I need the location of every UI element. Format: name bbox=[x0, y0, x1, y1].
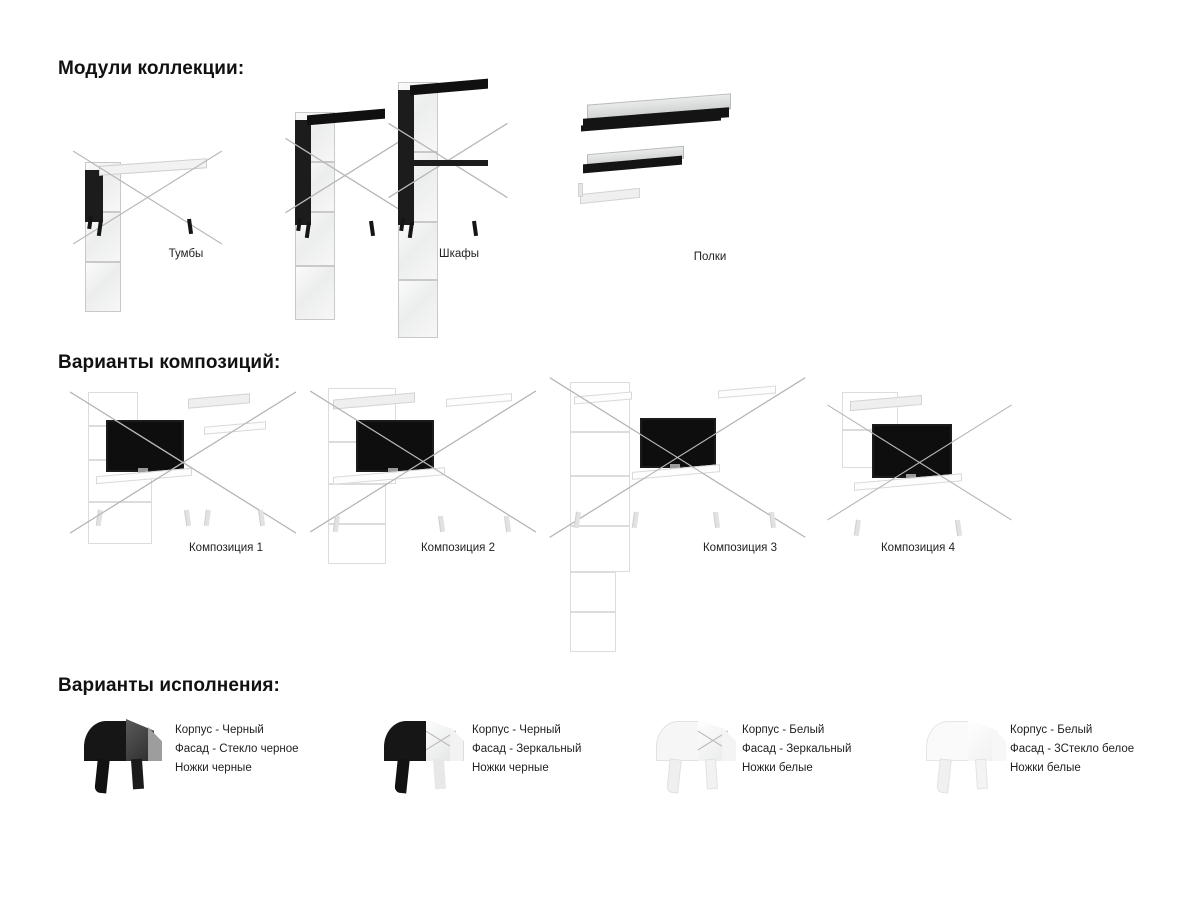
swatch-facade-edge bbox=[722, 727, 736, 761]
finish-facade-1: Фасад - Стекло черное bbox=[175, 743, 299, 755]
swatch-facade-edge bbox=[450, 727, 464, 761]
shelf-small-side bbox=[578, 183, 583, 197]
swatch-facade-edge bbox=[992, 727, 1006, 761]
lowboy-door-left bbox=[570, 572, 616, 612]
module-figure-tumby bbox=[85, 162, 210, 232]
composition-figure-3 bbox=[570, 382, 785, 532]
swatch-leg bbox=[975, 759, 988, 790]
cabinet-leg bbox=[472, 221, 478, 236]
swatch-carcass bbox=[926, 721, 972, 761]
swatch-leg bbox=[94, 758, 109, 793]
finish-legs-2: Ножки черные bbox=[472, 762, 549, 774]
swatch-leg bbox=[433, 759, 446, 790]
finish-carcass-4: Корпус - Белый bbox=[1010, 724, 1093, 736]
cabinet-right-door-lower bbox=[570, 526, 630, 572]
cabinet-leg bbox=[369, 221, 375, 236]
lowboy-leg bbox=[713, 512, 720, 529]
finish-text-1 bbox=[175, 721, 299, 778]
swatch-leg bbox=[131, 759, 144, 790]
cabinet-side-panel bbox=[85, 170, 103, 222]
finish-carcass-3: Корпус - Белый bbox=[742, 724, 825, 736]
finish-facade-4: Фасад - 3Стекло белое bbox=[1010, 743, 1135, 755]
finish-text-2 bbox=[472, 721, 581, 778]
module-figure-shkafy-large bbox=[398, 82, 498, 237]
cabinet-leg bbox=[187, 219, 193, 234]
tv-screen bbox=[106, 420, 184, 472]
swatch-carcass bbox=[384, 721, 430, 761]
cabinet-leg bbox=[204, 510, 211, 527]
section-title-modules: Модули коллекции: bbox=[58, 58, 245, 79]
finish-text-4 bbox=[1010, 721, 1134, 778]
swatch-facade-edge bbox=[148, 727, 162, 761]
lowboy-leg bbox=[438, 516, 445, 533]
module-caption-tumby: Тумбы bbox=[168, 248, 204, 260]
cabinet-side-panel bbox=[398, 90, 414, 225]
cabinet-door-lower-right bbox=[398, 280, 438, 338]
module-caption-shkafy: Шкафы bbox=[439, 248, 479, 260]
swatch-carcass bbox=[656, 721, 702, 761]
module-figure-polki bbox=[575, 95, 735, 205]
swatch-leg bbox=[936, 758, 951, 793]
cabinet-divider bbox=[412, 160, 488, 166]
swatch-leg bbox=[705, 759, 718, 790]
finish-text-3 bbox=[742, 721, 851, 778]
cabinet-door-lower-right bbox=[295, 266, 335, 320]
lowboy-leg bbox=[632, 512, 639, 529]
cabinet-side-panel bbox=[295, 120, 311, 225]
composition-caption-3: Композиция 3 bbox=[702, 542, 778, 554]
finish-carcass-1: Корпус - Черный bbox=[175, 724, 264, 736]
wall-shelf bbox=[188, 393, 250, 408]
cabinet-top bbox=[99, 158, 207, 176]
section-title-finishes: Варианты исполнения: bbox=[58, 675, 280, 696]
finish-carcass-2: Корпус - Черный bbox=[472, 724, 561, 736]
cabinet-right-top bbox=[718, 385, 776, 398]
composition-caption-2: Композиция 2 bbox=[420, 542, 496, 554]
lowboy-leg bbox=[955, 520, 962, 537]
cabinet-door-right bbox=[85, 262, 121, 312]
tv-screen bbox=[640, 418, 716, 468]
composition-figure-4 bbox=[842, 392, 997, 532]
cabinet-left-door-lower bbox=[570, 432, 630, 476]
lowboy-leg bbox=[854, 520, 861, 537]
composition-caption-4: Композиция 4 bbox=[880, 542, 956, 554]
tv-screen bbox=[872, 424, 952, 478]
finish-legs-3: Ножки белые bbox=[742, 762, 813, 774]
lowboy-door-right bbox=[570, 612, 616, 652]
cabinet-leg bbox=[769, 512, 776, 529]
finish-legs-1: Ножки черные bbox=[175, 762, 252, 774]
section-title-compositions: Варианты композиций: bbox=[58, 352, 281, 373]
finish-facade-2: Фасад - Зеркальный bbox=[472, 743, 582, 755]
module-figure-shkafy-small bbox=[295, 112, 395, 237]
swatch-carcass bbox=[84, 721, 130, 761]
swatch-leg bbox=[394, 758, 409, 793]
composition-figure-2 bbox=[328, 388, 518, 533]
lowboy-leg bbox=[184, 510, 191, 527]
composition-caption-1: Композиция 1 bbox=[188, 542, 264, 554]
module-caption-polki: Полки bbox=[693, 251, 727, 263]
swatch-leg bbox=[666, 758, 681, 793]
composition-figure-1 bbox=[88, 392, 278, 532]
cabinet-leg bbox=[504, 516, 511, 533]
cabinet-top bbox=[446, 393, 512, 407]
finish-facade-3: Фасад - Зеркальный bbox=[742, 743, 852, 755]
cabinet-left-door-upper bbox=[570, 382, 630, 432]
shelf-small-white bbox=[580, 188, 640, 204]
finish-legs-4: Ножки белые bbox=[1010, 762, 1081, 774]
cabinet-door-lower-left bbox=[398, 222, 438, 280]
